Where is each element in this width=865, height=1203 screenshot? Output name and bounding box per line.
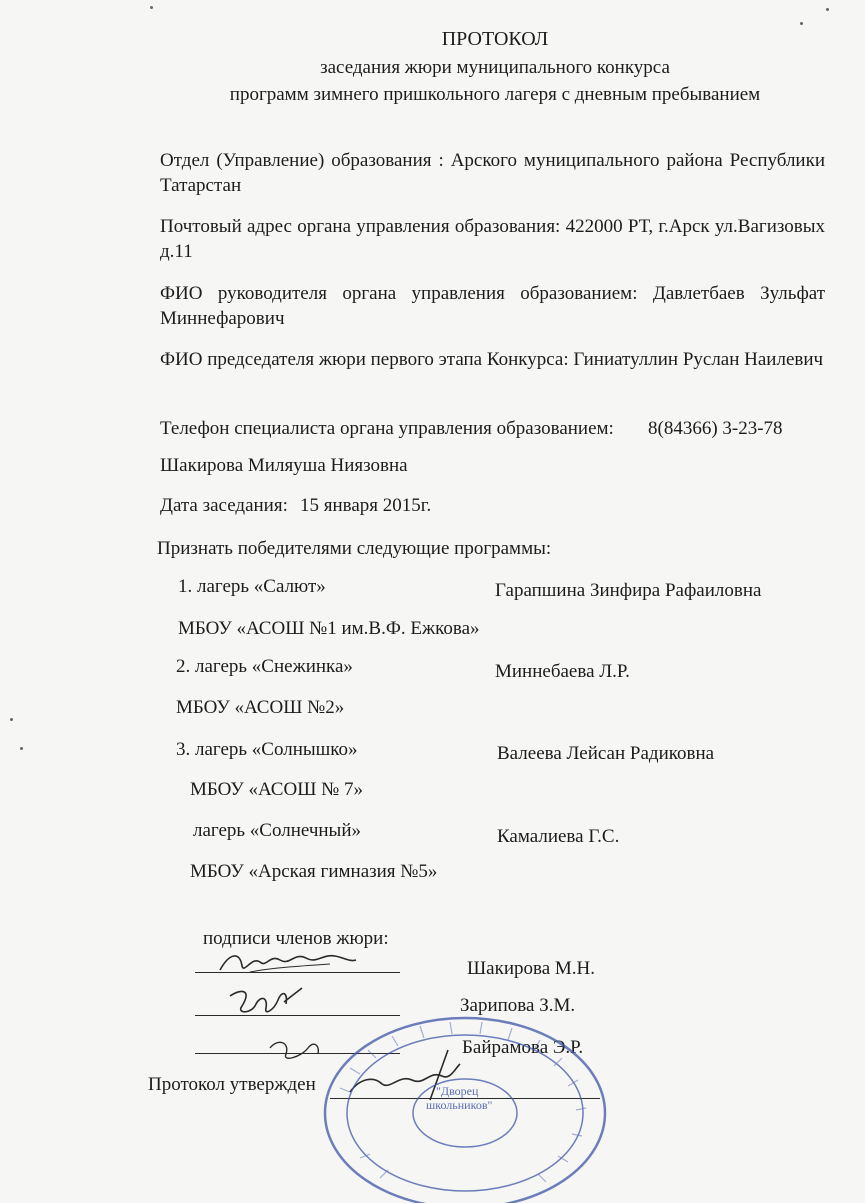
approved-label: Протокол утвержден: [148, 1074, 316, 1095]
winner-4-school: МБОУ «Арская гимназия №5»: [190, 861, 438, 882]
phone-label: Телефон специалиста органа управления образованием:: [160, 418, 614, 439]
member-1-name: Шакирова М.Н.: [467, 958, 596, 979]
head-name-field: ФИО руководителя органа управления образованием: Давлетбаев Зульфат Миннефарович: [160, 283, 825, 329]
subtitle-line-2: программ зимнего пришкольного лагеря с дневным пребыванием: [229, 84, 761, 105]
postal-address-field: Почтовый адрес органа управления образования: 422000 РТ, г.Арск ул.Вагизовых д.11: [160, 216, 825, 262]
phone-value: 8(84366) 3-23-78: [648, 418, 783, 439]
scan-speck: [150, 6, 153, 9]
date-label: Дата заседания:: [160, 495, 288, 516]
stamp-text-2: школьников": [426, 1098, 493, 1112]
winner-2-camp: 2. лагерь «Снежинка»: [176, 656, 353, 677]
scan-speck: [800, 22, 803, 25]
signatures-heading: подписи членов жюри:: [203, 928, 389, 949]
winner-1-school: МБОУ «АСОШ №1 им.В.Ф. Ежкова»: [178, 618, 480, 639]
member-3-name: Байрамова Э.Р.: [462, 1037, 584, 1058]
winner-2-author: Миннебаева Л.Р.: [495, 661, 630, 682]
stamp-text-1: "Дворец: [436, 1084, 479, 1098]
winner-1-camp: 1. лагерь «Салют»: [178, 576, 326, 597]
winner-4-camp: лагерь «Солнечный»: [193, 820, 361, 841]
round-stamp: [200, 1008, 630, 1203]
signature-shakirova: [210, 944, 360, 980]
member-2-name: Зарипова З.М.: [460, 995, 576, 1016]
jury-chair-field: ФИО председателя жюри первого этапа Конкурса: Гиниатуллин Руслан Наилевич: [160, 349, 824, 370]
scan-speck: [20, 747, 23, 750]
winner-2-school: МБОУ «АСОШ №2»: [176, 697, 345, 718]
document-title: ПРОТОКОЛ: [441, 28, 549, 50]
subtitle-line-1: заседания жюри муниципального конкурса: [320, 57, 670, 78]
specialist-name: Шакирова Миляуша Ниязовна: [160, 455, 408, 476]
winner-3-school: МБОУ «АСОШ № 7»: [190, 779, 363, 800]
winner-3-author: Валеева Лейсан Радиковна: [497, 743, 715, 764]
date-value: 15 января 2015г.: [300, 495, 432, 516]
winners-heading: Признать победителями следующие программы:: [157, 538, 552, 559]
winner-4-author: Камалиева Г.С.: [497, 826, 620, 847]
department-field: Отдел (Управление) образования : Арского муниципального района Республики Татарстан: [160, 150, 825, 196]
winner-1-author: Гарапшина Зинфира Рафаиловна: [495, 580, 762, 601]
scan-speck: [10, 718, 13, 721]
scan-speck: [826, 8, 829, 11]
winner-3-camp: 3. лагерь «Солнышко»: [176, 739, 358, 760]
